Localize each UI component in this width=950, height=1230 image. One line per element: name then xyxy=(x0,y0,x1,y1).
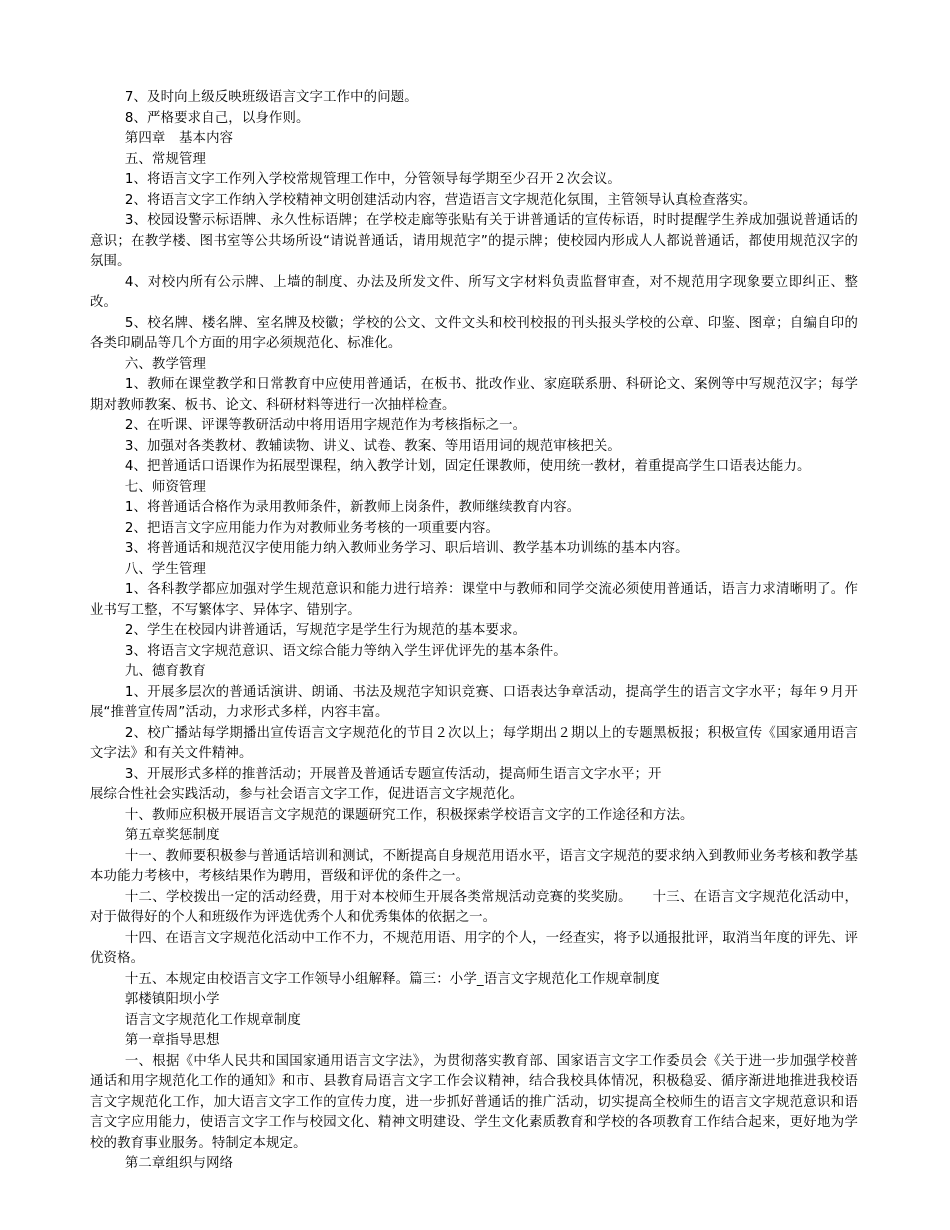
section-heading: 七、师资管理 xyxy=(124,479,207,495)
paragraph: 1、将语言文字工作列入学校常规管理工作中，分管领导每学期至少召开２次会议。 xyxy=(124,172,621,187)
document-title: 语言文字规范化工作规章制度 xyxy=(124,1012,301,1028)
paragraph: 7、及时向上级反映班级语言文字工作中的问题。 xyxy=(124,90,418,105)
chapter-heading: 第二章组织与网络 xyxy=(124,1156,234,1171)
paragraph: 十二、学校拨出一定的活动经费，用于对本校师生开展各类常规活动竞赛的奖奖励。 十三、在语言文字规范化活动中，对于做得好的个人和班级作为评选优秀个人和优秀集体的依据之一。 xyxy=(90,889,858,925)
chapter-heading: 第四章 基本内容 xyxy=(124,131,234,146)
paragraph: 3、校园设警示标语牌、永久性标语牌；在学校走廊等张贴有关于讲普通话的宣传标语，时时提醒学生养成加强说普通话的意识；在教学楼、图书室等公共场所设“请说普通话，请用规范字”的提示牌；使校园内形成人人都说普通话，都使用规范汉字的氛围。 xyxy=(90,213,858,269)
paragraph: 2、学生在校园内讲普通话，写规范字是学生行为规范的基本要求。 xyxy=(124,623,527,638)
paragraph: 2、将语言文字工作纳入学校精神文明创建活动内容，营造语言文字规范化氛围，主管领导认真检查落实。 xyxy=(124,192,757,208)
paragraph: 1、各科教学都应加强对学生规范意识和能力进行培养：课堂中与教师和同学交流必须使用普通话，语言力求清晰明了。作业书写工整，不写繁体字、异体字、错别字。 xyxy=(90,582,858,618)
paragraph: 2、把语言文字应用能力作为对教师业务考核的一项重要内容。 xyxy=(124,520,500,536)
paragraph: 十四、在语言文字规范化活动中工作不力，不规范用语、用字的个人，一经查实，将予以通报批评，取消当年度的评先、评优资格。 xyxy=(90,930,858,966)
paragraph: 4、把普通话口语课作为拓展型课程，纳入教学计划，固定任课教师，使用统一教材，着重提高学生口语表达能力。 xyxy=(124,459,811,474)
paragraph: 1、教师在课堂教学和日常教育中应使用普通话，在板书、批改作业、家庭联系册、科研论文、案例等中写规范汉字；每学期对教师教案、板书、论文、科研材料等进行一次抽样检查。 xyxy=(90,377,858,413)
paragraph: 十、教师应积极开展语言文字规范的课题研究工作，积极探索学校语言文字的工作途径和方法。 xyxy=(124,807,694,823)
paragraph: 8、严格要求自己，以身作则。 xyxy=(124,110,310,126)
paragraph: 1、将普通话合格作为录用教师条件，新教师上岗条件，教师继续教育内容。 xyxy=(124,500,581,515)
paragraph-continuation: 展综合性社会实践活动，参与社会语言文字工作，促进语言文字规范化。 xyxy=(90,787,524,802)
section-heading: 八、学生管理 xyxy=(124,561,207,577)
paragraph: 3、加强对各类教材、教辅读物、讲义、试卷、教案、等用语用词的规范审核把关。 xyxy=(124,438,621,454)
paragraph: 一、根据《中华人民共和国国家通用语言文字法》，为贯彻落实教育部、国家语言文字工作委员会《关于进一步加强学校普通话和用字规范化工作的通知》和市、县教育局语言文字工作会议精神，结合我校具体情况，积极稳妥、循序渐进地推进我校语言文字规范化工作，加大语言文字工作的宣传力度，进一步抓好普通话的推广活动，切实提高全校师生的语言文字规范意识和语言文字应用能力，使语言文字工作与校园文化、精神文明建设、学生文化素质教育和学校的各项教育工作结合起来，更好地为学校的教育事业服务。特制定本规定。 xyxy=(90,1053,858,1151)
paragraph: 5、校名牌、楼名牌、室名牌及校徽；学校的公文、文件文头和校刊校报的刊头报头学校的公章、印鉴、图章；自编自印的各类印刷品等几个方面的用字必须规范化、标准化。 xyxy=(90,315,858,351)
school-name: 郭楼镇阳坝小学 xyxy=(124,992,220,1007)
paragraph: 4、对校内所有公示牌、上墙的制度、办法及所发文件、所写文字材料负责监督审查，对不规范用字现象要立即纠正、整改。 xyxy=(90,274,858,310)
chapter-heading: 第一章指导思想 xyxy=(124,1033,220,1048)
paragraph: 3、开展形式多样的推普活动；开展普及普通话专题宣传活动，提高师生语言文字水平；开 xyxy=(124,766,662,782)
paragraph: 3、将语言文字规范意识、语文综合能力等纳入学生评优评先的基本条件。 xyxy=(124,643,567,659)
section-heading: 六、教学管理 xyxy=(124,356,207,372)
paragraph: 十五、本规定由校语言文字工作领导小组解释。篇三：小学_语言文字规范化工作规章制度 xyxy=(124,971,660,987)
section-heading: 五、常规管理 xyxy=(124,151,207,167)
paragraph: 1、开展多层次的普通话演讲、朗诵、书法及规范字知识竞赛、口语表达争章活动，提高学生的语言文字水平；每年９月开展“推普宣传周”活动，力求形式多样，内容丰富。 xyxy=(90,684,858,720)
paragraph: 3、将普通话和规范汉字使用能力纳入教师业务学习、职后培训、教学基本功训练的基本内容。 xyxy=(124,541,689,556)
paragraph: 2、校广播站每学期播出宣传语言文字规范化的节目２次以上；每学期出２期以上的专题黑板报；积极宣传《国家通用语言文字法》和有关文件精神。 xyxy=(90,725,858,761)
paragraph: 十一、教师要积极参与普通话培训和测试，不断提高自身规范用语水平，语言文字规范的要求纳入到教师业务考核和教学基本功能力考核中，考核结果作为聘用，晋级和评优的条件之一。 xyxy=(90,848,858,884)
chapter-heading: 第五章奖惩制度 xyxy=(124,828,220,843)
paragraph: 2、在听课、评课等教研活动中将用语用字规范作为考核指标之一。 xyxy=(124,418,527,433)
section-heading: 九、德育教育 xyxy=(124,664,207,679)
